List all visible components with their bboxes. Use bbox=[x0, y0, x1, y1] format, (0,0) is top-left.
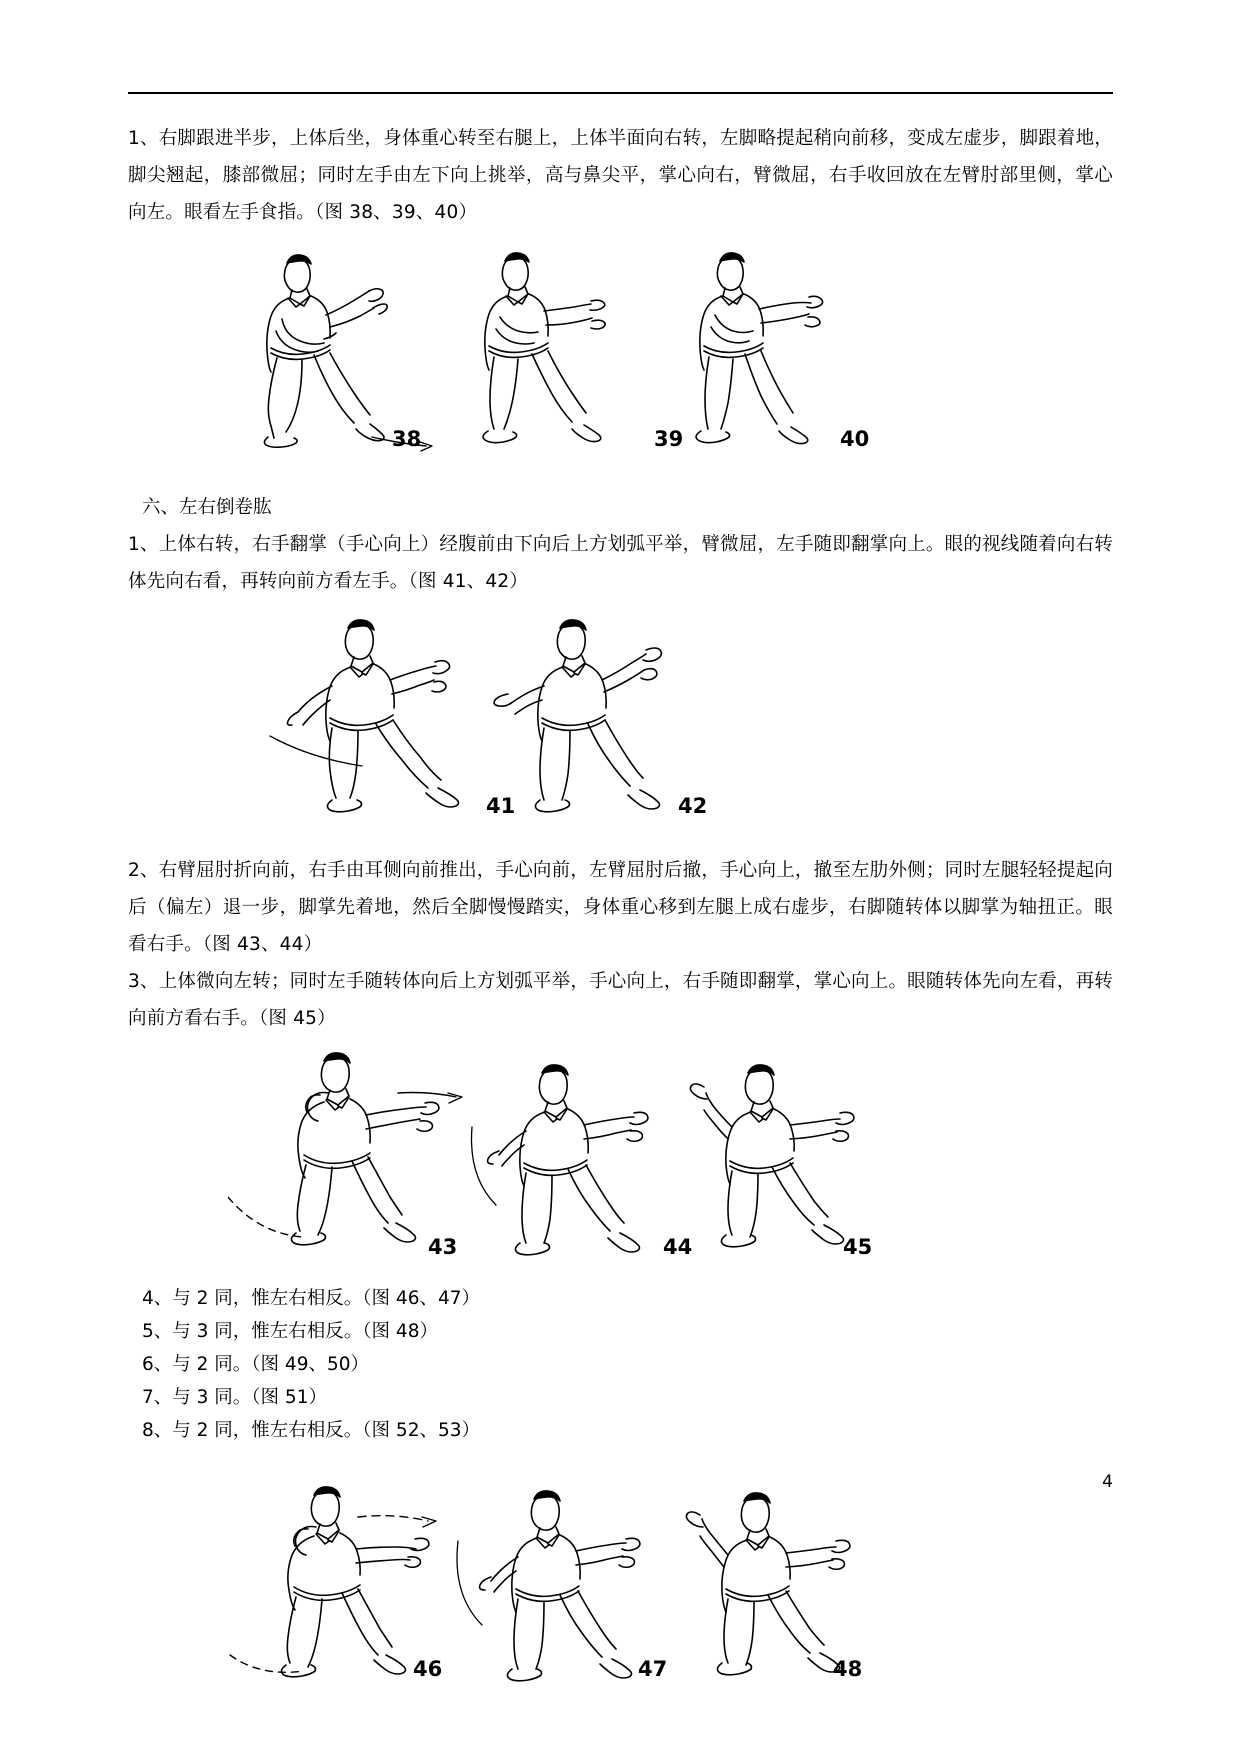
list-item: 4、与 2 同，惟左右相反。（图 46、47） bbox=[142, 1288, 481, 1309]
list-item: 6、与 2 同。（图 49、50） bbox=[142, 1354, 370, 1375]
list-item: 7、与 3 同。（图 51） bbox=[142, 1387, 327, 1408]
figure-caption: 44 bbox=[663, 1235, 693, 1259]
taiji-illustrations-46-48 bbox=[228, 1477, 888, 1689]
paragraph-4: 3、上体微向左转；同时左手随转体向后上方划弧平举，手心向上，右手随即翻掌，掌心向上。眼随转体先向左看，再转向前方看右手。（图 45） bbox=[128, 971, 1113, 1029]
document-body bbox=[128, 120, 1113, 1689]
taiji-figure-group-41-42 bbox=[268, 610, 728, 830]
figure-caption: 45 bbox=[843, 1235, 873, 1259]
taiji-illustrations-43-45 bbox=[228, 1047, 888, 1272]
header-rule bbox=[128, 92, 1113, 94]
paragraph-1: 1、右脚跟进半步，上体后坐，身体重心转至右腿上，上体半面向右转，左脚略提起稍向前移，变成左虚步，脚跟着地，脚尖翘起，膝部微屈；同时左手由左下向上挑举，高与鼻尖平，掌心向右，臂微屈，右手收回放在左臂肘部里侧，掌心向左。眼看左手食指。（图 38、39、40） bbox=[128, 128, 1113, 223]
taiji-figure-group-43-45 bbox=[228, 1047, 888, 1272]
figure-caption: 48 bbox=[833, 1657, 863, 1681]
paragraph-3: 2、右臂屈肘折向前，右手由耳侧向前推出，手心向前，左臂屈肘后撤，手心向上，撤至左肋外侧；同时左腿轻轻提起向后（偏左）退一步，脚掌先着地，然后全脚慢慢踏实，身体重心移到左腿上成右虚步，右脚随转体以脚掌为轴扭正。眼看右手。（图 43、44） bbox=[128, 860, 1113, 955]
taiji-illustrations-38-40 bbox=[232, 241, 865, 459]
list-item: 8、与 2 同，惟左右相反。（图 52、53） bbox=[142, 1420, 481, 1441]
section-heading: 六、左右倒卷肱 bbox=[142, 497, 272, 518]
step-list bbox=[128, 1282, 1113, 1447]
taiji-figure-group-38-40 bbox=[232, 241, 870, 459]
figure-caption: 39 bbox=[654, 427, 684, 451]
figure-caption: 43 bbox=[428, 1235, 458, 1259]
figure-caption: 42 bbox=[678, 794, 708, 818]
paragraph-2: 1、上体右转，右手翻掌（手心向上）经腹前由下向后上方划弧平举，臂微屈，左手随即翻掌向上。眼的视线随着向右转体先向右看，再转向前方看左手。（图 41、42） bbox=[128, 534, 1113, 592]
list-item: 5、与 3 同，惟左右相反。（图 48） bbox=[142, 1321, 438, 1342]
figure-caption: 41 bbox=[486, 794, 516, 818]
figure-caption: 38 bbox=[392, 427, 422, 451]
figure-caption: 40 bbox=[840, 427, 870, 451]
taiji-figure-group-46-48 bbox=[228, 1477, 888, 1689]
figure-caption: 47 bbox=[638, 1657, 668, 1681]
figure-caption: 46 bbox=[413, 1657, 443, 1681]
page-number: 4 bbox=[1102, 1472, 1113, 1492]
